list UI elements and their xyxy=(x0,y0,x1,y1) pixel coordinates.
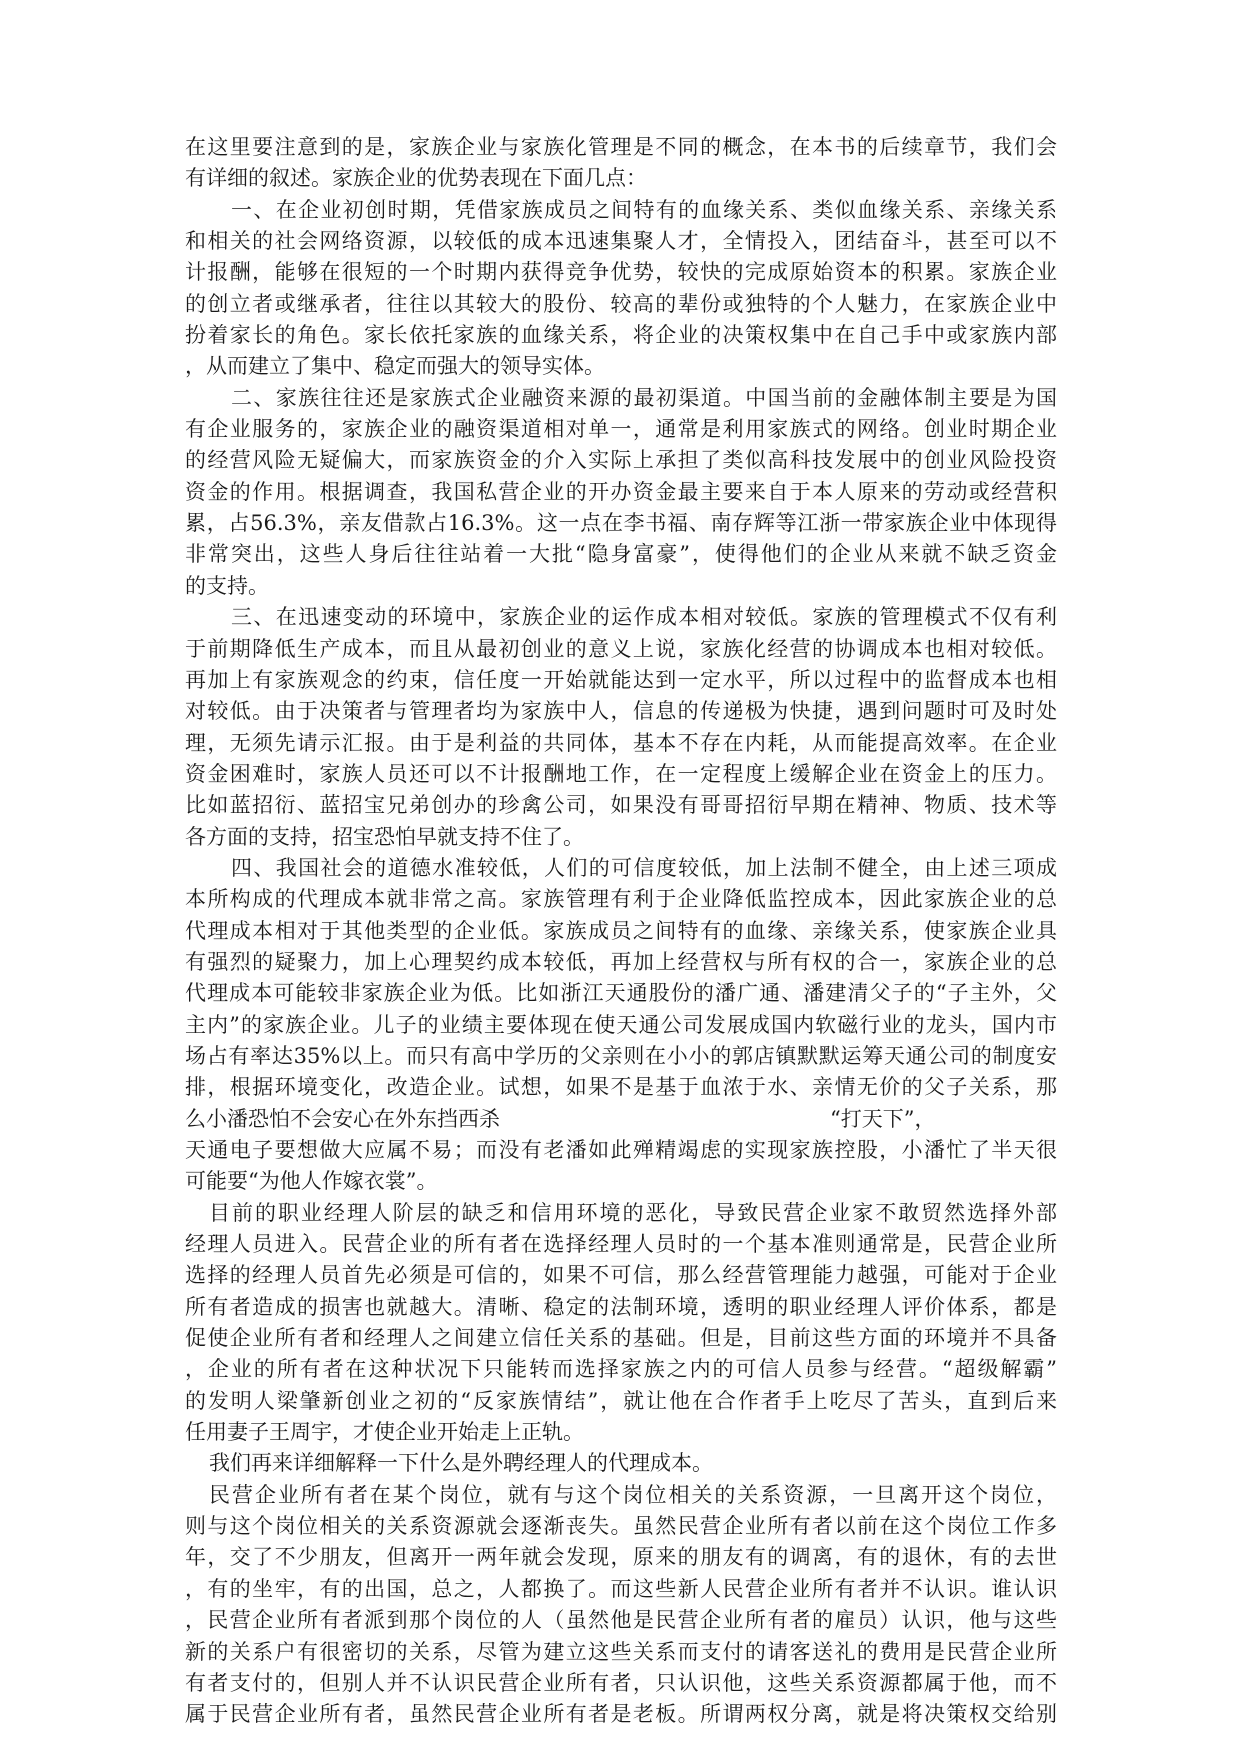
paragraph xyxy=(185,602,1057,853)
text-line: 所有者造成的损害也就越大。清晰、稳定的法制环境，透明的职业经理人评价体系，都是 xyxy=(185,1294,1057,1319)
text-line: 对较低。由于决策者与管理者均为家族中人，信息的传递极为快捷，遇到问题时可及时处 xyxy=(185,699,1057,724)
text-line: 的发明人梁肇新创业之初的“反家族情结”，就让他在合作者手上吃尽了苦头，直到后来 xyxy=(185,1388,1057,1413)
paragraph xyxy=(185,1448,1057,1479)
text-line: 经理人员进入。民营企业的所有者在选择经理人员时的一个基本准则通常是，民营企业所 xyxy=(185,1232,1057,1257)
text-line: 资金困难时，家族人员还可以不计报酬地工作，在一定程度上缓解企业在资金上的压力。 xyxy=(185,761,1057,786)
text-line-start: 么小潘恐怕不会安心在外东挡西杀 xyxy=(185,1106,500,1131)
text-line: 再加上有家族观念的约束，信任度一开始就能达到一定水平，所以过程中的监督成本也相 xyxy=(185,667,1057,692)
text-body xyxy=(185,132,1057,1731)
text-line: 比如蓝招衍、蓝招宝兄弟创办的珍禽公司，如果没有哥哥招衍早期在精神、物质、技术等 xyxy=(185,793,1057,818)
text-line: 的支持。 xyxy=(185,573,269,598)
paragraph xyxy=(185,383,1057,602)
text-line: 天通电子要想做大应属不易；而没有老潘如此殚精竭虑的实现家族控股，小潘忙了半天很 xyxy=(185,1138,1057,1162)
text-line: ，有的坐牢，有的出国，总之，人都换了。而这些新人民营企业所有者并不认识。谁认识 xyxy=(185,1576,1057,1601)
text-line: 计报酬，能够在很短的一个时期内获得竞争优势，较快的完成原始资本的积累。家族企业 xyxy=(185,260,1057,285)
text-line: 场占有率达35%以上。而只有高中学历的父亲则在小小的郭店镇默默运筹天通公司的制度安 xyxy=(185,1043,1057,1068)
text-line: 有者支付的，但别人并不认识民营企业所有者，只认识他，这些关系资源都属于他，而不 xyxy=(185,1670,1057,1695)
text-line: 选择的经理人员首先必须是可信的，如果不可信，那么经营管理能力越强，可能对于企业 xyxy=(185,1263,1057,1288)
text-line: 二、家族往往还是家族式企业融资来源的最初渠道。中国当前的金融体制主要是为国 xyxy=(231,385,1057,410)
text-line: 累，占56.3%，亲友借款占16.3%。这一点在李书福、南存辉等江浙一带家族企业中体现得 xyxy=(185,511,1057,536)
text-line: 代理成本可能较非家族企业为低。比如浙江天通股份的潘广通、潘建清父子的“子主外，父 xyxy=(185,981,1057,1006)
text-line: ，从而建立了集中、稳定而强大的领导实体。 xyxy=(185,354,605,379)
text-line: 民营企业所有者在某个岗位，就有与这个岗位相关的关系资源，一旦离开这个岗位， xyxy=(209,1482,1057,1507)
text-line: 各方面的支持，招宝恐怕早就支持不住了。 xyxy=(185,824,584,849)
text-line: 的创立者或继承者，往往以其较大的股份、较高的辈份或独特的个人魅力，在家族企业中 xyxy=(185,291,1057,316)
text-line: 我们再来详细解释一下什么是外聘经理人的代理成本。 xyxy=(209,1451,713,1476)
text-line: 三、在迅速变动的环境中，家族企业的运作成本相对较低。家族的管理模式不仅有利 xyxy=(231,605,1057,630)
text-line: 四、我国社会的道德水准较低，人们的可信度较低，加上法制不健全，由上述三项成 xyxy=(231,855,1057,880)
text-line: 本所构成的代理成本就非常之高。家族管理有利于企业降低监控成本，因此家族企业的总 xyxy=(185,887,1057,912)
text-line-end: “打天下”， xyxy=(830,1106,936,1131)
paragraph xyxy=(185,1480,1057,1731)
text-line: 理，无须先请示汇报。由于是利益的共同体，基本不存在内耗，从而能提高效率。在企业 xyxy=(185,730,1057,755)
text-line xyxy=(185,1104,1057,1135)
text-line: 一、在企业初创时期，凭借家族成员之间特有的血缘关系、类似血缘关系、亲缘关系 xyxy=(231,197,1057,222)
text-line: 有详细的叙述。家族企业的优势表现在下面几点： xyxy=(185,166,647,191)
paragraph xyxy=(185,195,1057,383)
paragraph xyxy=(185,132,1057,195)
text-line: 的经营风险无疑偏大，而家族资金的介入实际上承担了类似高科技发展中的创业风险投资 xyxy=(185,448,1057,473)
text-line: ，企业的所有者在这种状况下只能转而选择家族之内的可信人员参与经营。“超级解霸” xyxy=(185,1357,1057,1382)
text-line: 促使企业所有者和经理人之间建立信任关系的基础。但是，目前这些方面的环境并不具备 xyxy=(185,1326,1057,1351)
text-line: 和相关的社会网络资源，以较低的成本迅速集聚人才，全情投入，团结奋斗，甚至可以不 xyxy=(185,229,1057,254)
text-line: 年，交了不少朋友，但离开一两年就会发现，原来的朋友有的调离，有的退休，有的去世 xyxy=(185,1545,1057,1570)
text-line: 扮着家长的角色。家长依托家族的血缘关系，将企业的决策权集中在自己手中或家族内部 xyxy=(185,323,1057,348)
text-line: 代理成本相对于其他类型的企业低。家族成员之间特有的血缘、亲缘关系，使家族企业具 xyxy=(185,918,1057,943)
text-line: 资金的作用。根据调查，我国私营企业的开办资金最主要来自于本人原来的劳动或经营积 xyxy=(185,479,1057,504)
text-line: 排，根据环境变化，改造企业。试想，如果不是基于血浓于水、亲情无价的父子关系，那 xyxy=(185,1075,1057,1100)
text-line: 在这里要注意到的是，家族企业与家族化管理是不同的概念，在本书的后续章节，我们会 xyxy=(185,135,1057,159)
text-line: 可能要“为他人作嫁衣裳”。 xyxy=(185,1169,438,1194)
text-line: 有企业服务的，家族企业的融资渠道相对单一，通常是利用家族式的网络。创业时期企业 xyxy=(185,417,1057,442)
text-line: ，民营企业所有者派到那个岗位的人（虽然他是民营企业所有者的雇员）认识，他与这些 xyxy=(185,1608,1057,1633)
text-line: 任用妻子王周宇，才使企业开始走上正轨。 xyxy=(185,1420,584,1445)
text-line: 新的关系户有很密切的关系，尽管为建立这些关系而支付的请客送礼的费用是民营企业所 xyxy=(185,1639,1057,1664)
text-line: 目前的职业经理人阶层的缺乏和信用环境的恶化，导致民营企业家不敢贸然选择外部 xyxy=(209,1200,1057,1225)
text-line: 于前期降低生产成本，而且从最初创业的意义上说，家族化经营的协调成本也相对较低。 xyxy=(185,636,1057,661)
paragraph xyxy=(185,853,1057,1198)
paragraph xyxy=(185,1198,1057,1449)
text-line: 属于民营企业所有者，虽然民营企业所有者是老板。所谓两权分离，就是将决策权交给别 xyxy=(185,1702,1057,1727)
text-line: 非常突出，这些人身后往往站着一大批“隐身富豪”，使得他们的企业从来就不缺乏资金 xyxy=(185,542,1057,567)
text-line: 有强烈的疑聚力，加上心理契约成本较低，再加上经营权与所有权的合一，家族企业的总 xyxy=(185,949,1057,974)
text-line: 则与这个岗位相关的关系资源就会逐渐丧失。虽然民营企业所有者以前在这个岗位工作多 xyxy=(185,1514,1057,1539)
text-line: 主内”的家族企业。儿子的业绩主要体现在使天通公司发展成国内软磁行业的龙头，国内市 xyxy=(185,1012,1057,1037)
